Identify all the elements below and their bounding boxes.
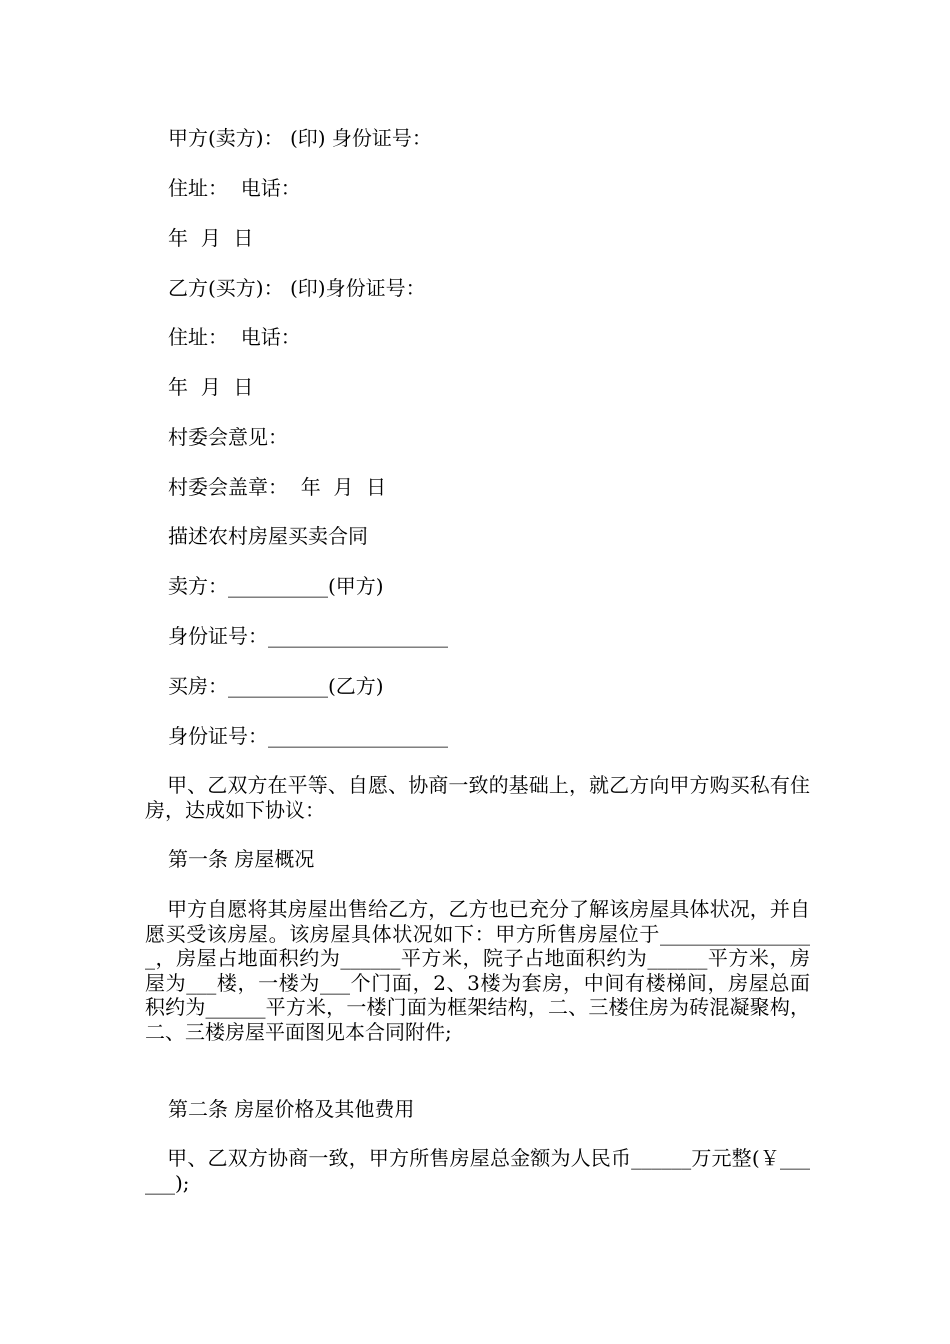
seller-address-phone-line: 住址： 电话： xyxy=(168,176,301,200)
village-committee-opinion: 村委会意见： xyxy=(168,425,288,449)
seller-name-field: 卖方：__________(甲方) xyxy=(168,574,384,598)
article-1-paragraph xyxy=(145,897,810,1045)
buyer-address-phone-line: 住址： 电话： xyxy=(168,325,301,349)
buyer-name-field: 买房：__________(乙方) xyxy=(168,674,384,698)
seller-date-line: 年 月 日 xyxy=(168,226,254,250)
seller-id-field: 身份证号：__________________ xyxy=(168,624,448,648)
contract-heading: 描述农村房屋买卖合同 xyxy=(168,524,368,548)
seller-signature-line: 甲方(卖方)： (印) 身份证号： xyxy=(168,126,432,150)
buyer-date-line: 年 月 日 xyxy=(168,375,254,399)
intro-text: 甲、乙双方在平等、自愿、协商一致的基础上，就乙方向甲方购买私有住房，达成如下协议： xyxy=(145,773,810,822)
article-1-text: 甲方自愿将其房屋出售给乙方，乙方也已充分了解该房屋具体状况，并自愿买受该房屋。该房屋具体状况如下：甲方所售房屋位于________________，房屋占地面积约为______平方米，院子占地面积约为______平方米，房屋为___楼，一楼为___个门面，2、3楼为套房，中间有楼梯间，房屋总面积约为______平方米，一楼门面为框架结构，二、三楼住房为砖混凝聚构，二、三楼房屋平面图见本合同附件; xyxy=(145,897,810,1044)
article-2-title: 第二条 房屋价格及其他费用 xyxy=(168,1097,415,1121)
article-2-text: 甲、乙双方协商一致，甲方所售房屋总金额为人民币______万元整(￥______); xyxy=(145,1146,810,1195)
buyer-id-field: 身份证号：__________________ xyxy=(168,724,448,748)
buyer-signature-line: 乙方(买方)： (印)身份证号： xyxy=(168,276,426,300)
article-2-paragraph xyxy=(145,1146,810,1195)
article-1-title: 第一条 房屋概况 xyxy=(168,847,315,871)
village-committee-seal-line: 村委会盖章： 年 月 日 xyxy=(168,475,387,499)
intro-paragraph xyxy=(145,773,810,822)
